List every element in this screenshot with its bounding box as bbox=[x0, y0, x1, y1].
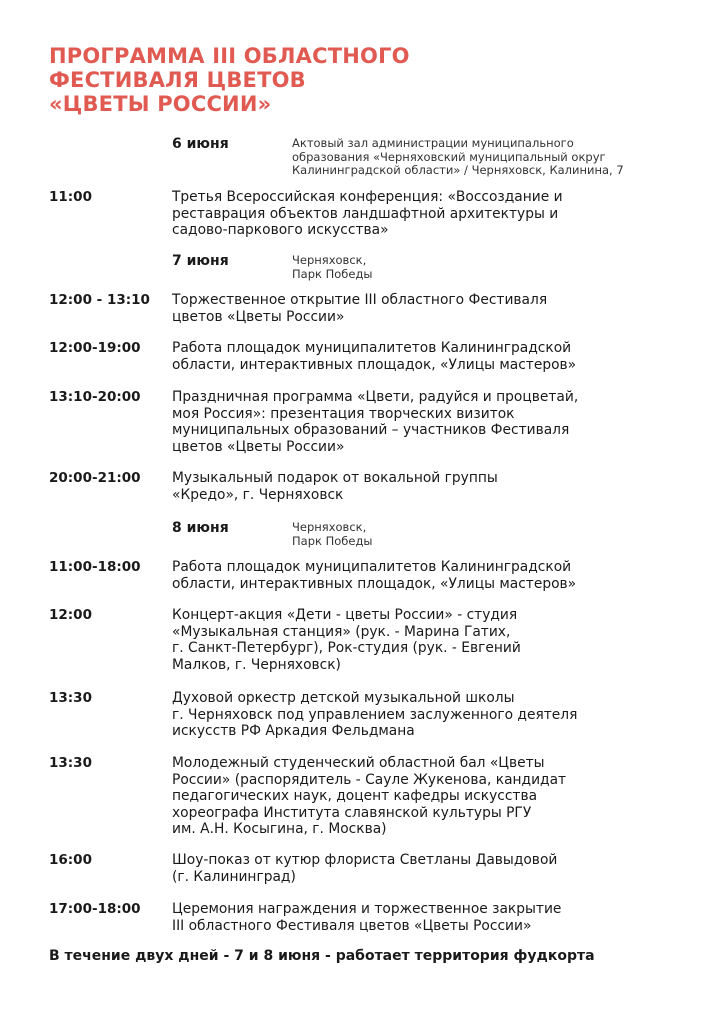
event-line: области, интерактивных площадок, «Улицы мастеров» bbox=[172, 356, 577, 373]
event-line: хореографа Института славянской культуры РГУ bbox=[172, 804, 532, 821]
day-location-line: Черняховск, bbox=[292, 520, 367, 534]
event-line: педагогических наук, доцент кафедры искусства bbox=[172, 788, 538, 804]
event-line: области, интерактивных площадок, «Улицы мастеров» bbox=[172, 575, 577, 592]
event-line: III областного Фестиваля цветов «Цветы России» bbox=[172, 917, 532, 934]
event-description bbox=[172, 755, 712, 838]
event-line: садово-паркового искусства» bbox=[172, 222, 389, 238]
event-time: 12:00 - 13:10 bbox=[49, 292, 150, 308]
event-line: искусств РФ Аркадия Фельдмана bbox=[172, 723, 415, 739]
event-description bbox=[172, 690, 712, 740]
event-time: 17:00-18:00 bbox=[49, 901, 141, 917]
page-title bbox=[49, 44, 689, 116]
event-line: (г. Калининград) bbox=[172, 868, 296, 885]
event-description bbox=[172, 607, 712, 673]
day-location bbox=[292, 254, 702, 281]
event-line: им. А.Н. Косыгина, г. Москва) bbox=[172, 821, 387, 837]
title-line: «ЦВЕТЫ РОССИИ» bbox=[49, 92, 272, 116]
day-location-line: Парк Победы bbox=[292, 533, 373, 548]
event-line: Концерт-акция «Дети - цветы России» - студия bbox=[172, 607, 518, 623]
event-time: 13:10-20:00 bbox=[49, 389, 141, 405]
event-line: моя Россия»: презентация творческих визиток bbox=[172, 405, 515, 422]
event-time: 16:00 bbox=[49, 852, 92, 868]
event-line: Третья Всероссийская конференция: «Воссоздание и bbox=[172, 189, 563, 205]
title-line: ФЕСТИВАЛЯ ЦВЕТОВ bbox=[49, 68, 306, 92]
event-line: Праздничная программа «Цвети, радуйся и процветай, bbox=[172, 389, 579, 405]
event-time: 11:00 bbox=[49, 189, 92, 205]
event-time: 13:30 bbox=[49, 690, 92, 706]
event-description bbox=[172, 559, 712, 592]
event-line: «Музыкальная станция» (рук. - Марина Гатих, bbox=[172, 623, 511, 640]
event-line: Молодежный студенческий областной бал «Цветы bbox=[172, 755, 545, 771]
event-line: Музыкальный подарок от вокальной группы bbox=[172, 470, 498, 486]
event-line: г. Санкт-Петербург), Рок-студия (рук. - Евгений bbox=[172, 640, 521, 656]
event-line: Духовой оркестр детской музыкальной школы bbox=[172, 690, 515, 706]
event-description bbox=[172, 389, 712, 455]
event-description bbox=[172, 292, 712, 325]
day-location bbox=[292, 137, 702, 178]
event-line: Работа площадок муниципалитетов Калининградской bbox=[172, 340, 572, 356]
event-line: Торжественное открытие III областного Фестиваля bbox=[172, 292, 548, 308]
event-line: Шоу-показ от кутюр флориста Светланы Давыдовой bbox=[172, 852, 558, 868]
event-description bbox=[172, 852, 712, 885]
event-line: России» (распорядитель - Сауле Жукенова, кандидат bbox=[172, 771, 567, 788]
event-time: 11:00-18:00 bbox=[49, 559, 141, 575]
title-line: ПРОГРАММА III ОБЛАСТНОГО bbox=[49, 44, 410, 68]
day-location-line: Парк Победы bbox=[292, 266, 373, 281]
event-line: Церемония награждения и торжественное закрытие bbox=[172, 901, 562, 917]
event-description bbox=[172, 189, 712, 239]
event-line: Малков, г. Черняховск) bbox=[172, 656, 341, 673]
event-line: цветов «Цветы России» bbox=[172, 438, 345, 455]
day-date: 8 июня bbox=[172, 520, 229, 536]
day-location-line: образования «Черняховский муниципальный округ bbox=[292, 149, 606, 164]
event-line: Работа площадок муниципалитетов Калининградской bbox=[172, 559, 572, 575]
event-time: 12:00 bbox=[49, 607, 92, 623]
event-description bbox=[172, 901, 712, 934]
day-date: 7 июня bbox=[172, 253, 229, 269]
event-line: цветов «Цветы России» bbox=[172, 308, 345, 325]
event-line: «Кредо», г. Черняховск bbox=[172, 486, 344, 503]
event-description bbox=[172, 470, 712, 503]
event-description bbox=[172, 340, 712, 373]
day-location bbox=[292, 521, 702, 548]
event-line: реставрация объектов ландшафтной архитектуры и bbox=[172, 205, 559, 222]
event-time: 13:30 bbox=[49, 755, 92, 771]
day-location-line: Калининградской области» / Черняховск, Калинина, 7 bbox=[292, 163, 624, 177]
day-location-line: Актовый зал администрации муниципального bbox=[292, 136, 574, 150]
event-time: 12:00-19:00 bbox=[49, 340, 141, 356]
day-date: 6 июня bbox=[172, 136, 229, 152]
day-location-line: Черняховск, bbox=[292, 253, 367, 267]
event-line: г. Черняховск под управлением заслуженного деятеля bbox=[172, 706, 578, 723]
event-line: муниципальных образований – участников Фестиваля bbox=[172, 422, 570, 438]
event-time: 20:00-21:00 bbox=[49, 470, 141, 486]
footer-note: В течение двух дней - 7 и 8 июня - работает территория фудкорта bbox=[49, 948, 595, 964]
